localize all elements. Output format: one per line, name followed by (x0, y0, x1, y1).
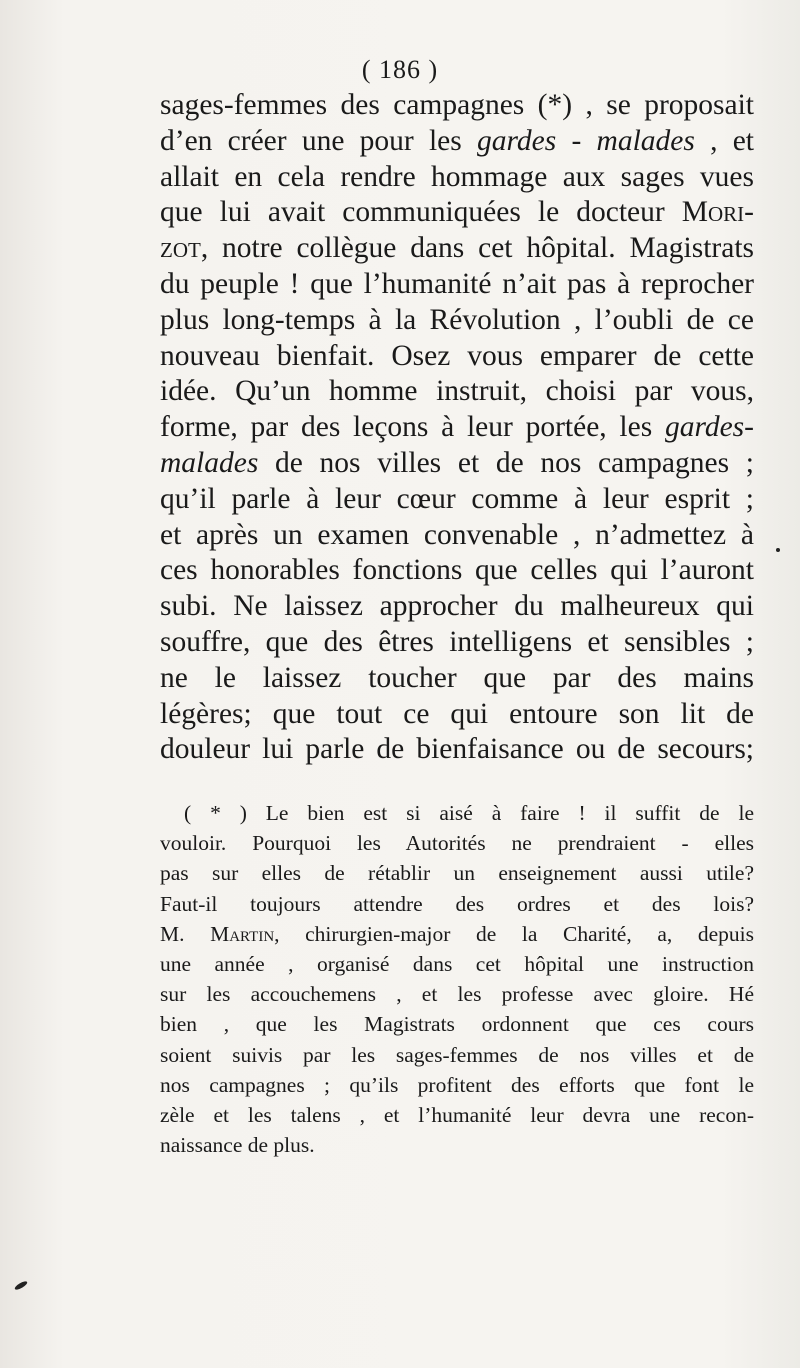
text-line: zot, notre collègue dans cet hôpital. Magistrats (160, 232, 754, 265)
footnote-line: nos campagnes ; qu’ils profitent des efforts que font le (160, 1072, 754, 1097)
footnote-line: naissance de plus. (160, 1133, 315, 1158)
text-line: allait en cela rendre hommage aux sages vues (160, 160, 754, 193)
footnote-line: vouloir. Pourquoi les Autorités ne prendraient - elles (160, 831, 754, 856)
footnote-line: Faut-il toujours attendre des ordres et des lois? (160, 891, 754, 916)
text-line: que lui avait communiquées le docteur Mori- (160, 196, 754, 229)
footnote-line: une année , organisé dans cet hôpital une instruction (160, 951, 754, 976)
ink-speck (14, 1280, 29, 1291)
text-line: souffre, que des êtres intelligens et sensibles ; (160, 625, 754, 658)
text-line: ne le laissez toucher que par des mains (160, 661, 754, 694)
text-line: malades de nos villes et de nos campagnes ; (160, 446, 754, 479)
footnote-line: sur les accouchemens , et les professe avec gloire. Hé (160, 982, 754, 1007)
text-line: qu’il parle à leur cœur comme à leur esprit ; (160, 482, 754, 515)
text-line: et après un examen convenable , n’admettez à (160, 518, 754, 551)
main-text-body (160, 88, 754, 768)
text-line: forme, par des leçons à leur portée, les gardes- (160, 411, 754, 444)
footnote-line: bien , que les Magistrats ordonnent que ces cours (160, 1012, 754, 1037)
footnote (160, 798, 754, 1160)
footnote-line: pas sur elles de rétablir un enseignement aussi utile? (160, 861, 754, 886)
text-line: légères; que tout ce qui entoure son lit de (160, 697, 754, 730)
text-line: du peuple ! que l’humanité n’ait pas à reprocher (160, 267, 754, 300)
page-number: ( 186 ) (361, 55, 439, 84)
text-line: ces honorables fonctions que celles qui l’auront (160, 554, 754, 587)
text-line: d’en créer une pour les gardes - malades , et (160, 124, 754, 157)
text-line: nouveau bienfait. Osez vous emparer de cette (160, 339, 754, 372)
text-line: idée. Qu’un homme instruit, choisi par vous, (160, 375, 754, 408)
ink-speck (776, 548, 780, 552)
text-line: subi. Ne laissez approcher du malheureux qui (160, 590, 754, 623)
text-line: plus long-temps à la Révolution , l’oubli de ce (160, 303, 754, 336)
footnote-line: ( * ) Le bien est si aisé à faire ! il suffit de le (184, 801, 754, 825)
text-line: sages-femmes des campagnes (*) , se proposait (160, 89, 754, 121)
text-line: douleur lui parle de bienfaisance ou de secours; (160, 733, 754, 766)
footnote-line: zèle et les talens , et l’humanité leur devra une recon- (160, 1102, 754, 1127)
footnote-line: M. Martin, chirurgien-major de la Charité, a, depuis (160, 921, 754, 946)
footnote-line: soient suivis par les sages-femmes de nos villes et de (160, 1042, 754, 1067)
